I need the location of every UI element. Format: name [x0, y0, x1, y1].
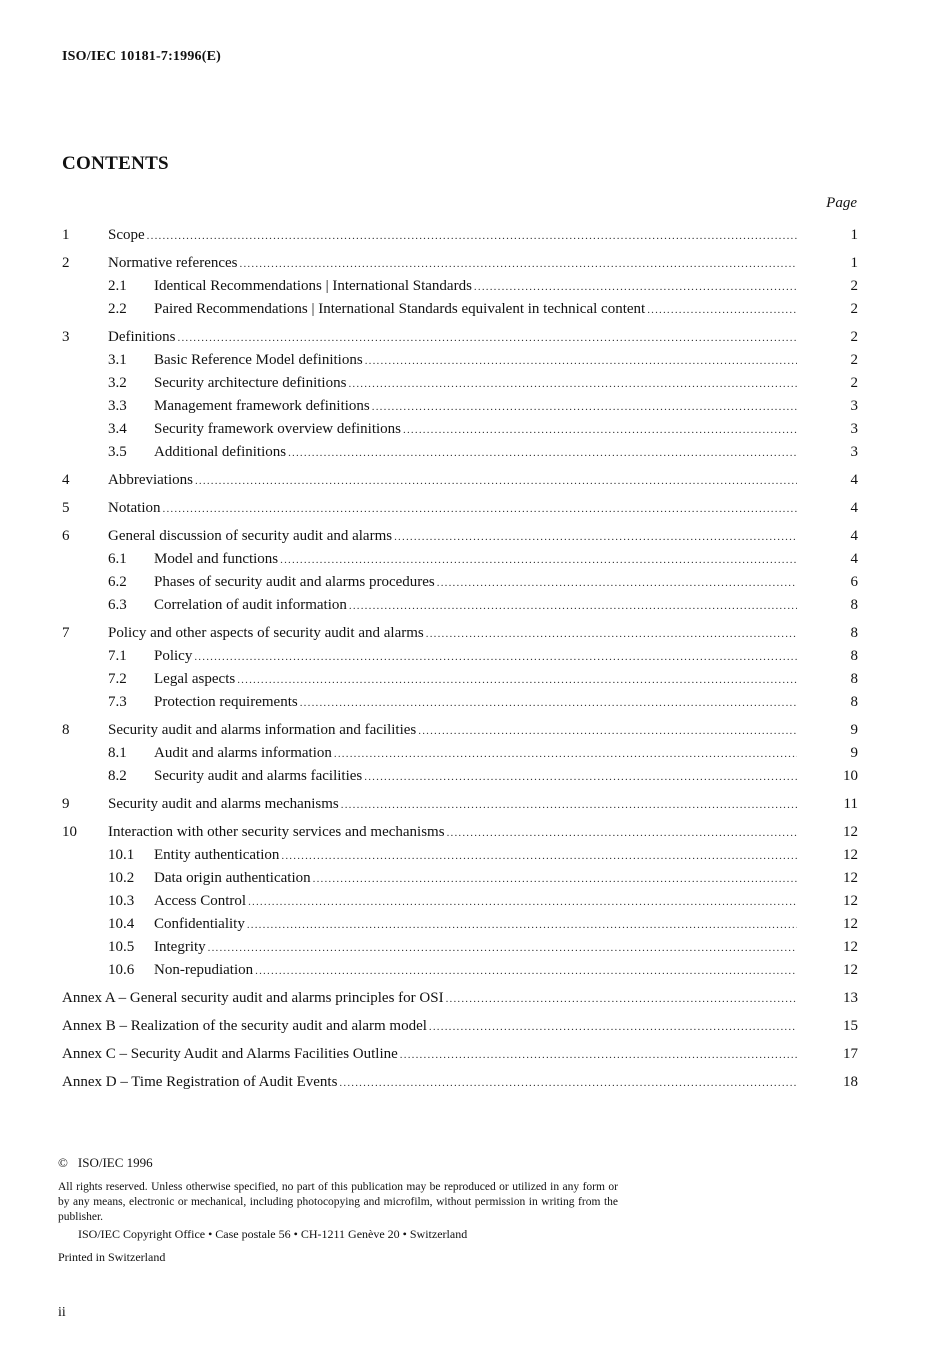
- toc-entry[interactable]: [62, 890, 858, 913]
- toc-entry-title[interactable]: Security architecture definitions: [154, 375, 347, 391]
- toc-entry-page: 9: [850, 722, 858, 738]
- toc-entry-line: [154, 765, 858, 789]
- toc-entry-title[interactable]: Security audit and alarms mechanisms: [108, 796, 339, 812]
- dot-leader: [247, 914, 797, 937]
- toc-entry-number: 9: [62, 796, 70, 812]
- page-title: CONTENTS: [62, 153, 169, 174]
- toc-entry-page: 15: [843, 1018, 858, 1034]
- dot-leader: [426, 623, 797, 646]
- toc-entry[interactable]: [62, 742, 858, 765]
- toc-entry-number: 2.2: [108, 301, 127, 317]
- toc-entry-number: 8: [62, 722, 70, 738]
- toc-entry-page: 11: [843, 796, 858, 812]
- dot-leader: [474, 276, 797, 299]
- toc-annex-entry[interactable]: [62, 987, 858, 1010]
- copyright-footer: [58, 1155, 618, 1265]
- toc-entry-title[interactable]: Non-repudiation: [154, 962, 254, 978]
- toc-entry-line: [62, 1015, 858, 1039]
- toc-entry-line: [108, 469, 858, 493]
- copyright-line: [58, 1155, 618, 1171]
- toc-entry-title[interactable]: Phases of security audit and alarms procedures: [154, 574, 435, 590]
- toc-entry[interactable]: [62, 719, 858, 742]
- toc-entry-number: 10: [62, 824, 77, 840]
- document-id-header: ISO/IEC 10181-7:1996(E): [62, 49, 221, 64]
- toc-entry-title[interactable]: Entity authentication: [154, 847, 280, 863]
- rights-statement: All rights reserved. Unless otherwise specified, no part of this publication may be reproduced or utilized in any form or by any means, electronic or mechanical, including photocopying and microfilm, without permission in writing from the publisher.: [58, 1181, 618, 1223]
- dot-leader: [447, 822, 797, 845]
- dot-leader: [394, 526, 797, 549]
- dot-leader: [240, 253, 797, 276]
- toc-entry-title[interactable]: Annex B – Realization of the security audit and alarm model: [62, 1018, 427, 1034]
- toc-entry[interactable]: [62, 691, 858, 714]
- toc-entry-page: 12: [843, 939, 858, 955]
- dot-leader: [647, 299, 797, 322]
- toc-entry-line: [108, 719, 858, 743]
- toc-entry-line: [62, 1043, 858, 1067]
- toc-entry-page: 4: [850, 500, 858, 516]
- toc-entry-number: 10.4: [108, 916, 135, 932]
- dot-leader: [255, 960, 797, 983]
- dot-leader: [208, 937, 797, 960]
- toc-entry[interactable]: [62, 372, 858, 395]
- toc-entry-page: 2: [850, 278, 858, 294]
- toc-entry-number: 7.2: [108, 671, 127, 687]
- toc-entry-title[interactable]: Policy: [154, 648, 193, 664]
- toc-entry-title[interactable]: Annex D – Time Registration of Audit Events: [62, 1074, 338, 1090]
- dot-leader: [429, 1016, 797, 1039]
- dot-leader: [313, 868, 797, 891]
- toc-entry-number: 6.2: [108, 574, 127, 590]
- toc-entry[interactable]: [62, 645, 858, 668]
- toc-entry-number: 10.5: [108, 939, 135, 955]
- toc-entry-title[interactable]: Security audit and alarms facilities: [154, 768, 363, 784]
- toc-entry-page: 12: [843, 962, 858, 978]
- toc-entry-page: 12: [843, 847, 858, 863]
- toc-entry-page: 4: [850, 551, 858, 567]
- toc-entry-title[interactable]: Confidentiality: [154, 916, 245, 932]
- toc-entry[interactable]: [62, 571, 858, 594]
- page-column-label: Page: [826, 195, 857, 211]
- toc-entry[interactable]: [62, 913, 858, 936]
- toc-entry-line: [154, 913, 858, 937]
- toc-entry-line: [108, 793, 858, 817]
- toc-entry-line: [154, 298, 858, 322]
- toc-entry-line: [154, 441, 858, 465]
- toc-entry[interactable]: [62, 224, 858, 247]
- toc-entry-title[interactable]: Security audit and alarms information and facilities: [108, 722, 417, 738]
- toc-entry-line: [108, 252, 858, 276]
- toc-entry[interactable]: [62, 793, 858, 816]
- dot-leader: [281, 845, 797, 868]
- dot-leader: [349, 595, 797, 618]
- toc-entry-line: [154, 548, 858, 572]
- toc-entry-number: 3.2: [108, 375, 127, 391]
- toc-entry[interactable]: [62, 936, 858, 959]
- toc-entry-line: [108, 497, 858, 521]
- toc-entry[interactable]: [62, 821, 858, 844]
- toc-entry[interactable]: [62, 418, 858, 441]
- toc-entry-page: 12: [843, 893, 858, 909]
- toc-entry-page: 1: [850, 227, 858, 243]
- toc-entry-title[interactable]: Scope: [108, 227, 145, 243]
- toc-entry[interactable]: [62, 668, 858, 691]
- dot-leader: [339, 1072, 797, 1095]
- toc-entry[interactable]: [62, 622, 858, 645]
- toc-entry-page: 8: [850, 597, 858, 613]
- toc-entry-page: 1: [850, 255, 858, 271]
- toc-entry[interactable]: [62, 441, 858, 464]
- toc-entry-page: 8: [850, 648, 858, 664]
- toc-entry-number: 6.1: [108, 551, 127, 567]
- toc-entry-page: 3: [850, 444, 858, 460]
- toc-entry-page: 17: [843, 1046, 858, 1062]
- toc-entry-number: 5: [62, 500, 70, 516]
- toc-entry[interactable]: [62, 867, 858, 890]
- toc-entry-number: 10.2: [108, 870, 135, 886]
- toc-annex-entry[interactable]: [62, 1043, 858, 1066]
- toc-entry-number: 1: [62, 227, 70, 243]
- toc-entry-number: 8.2: [108, 768, 127, 784]
- toc-entry[interactable]: [62, 497, 858, 520]
- toc-entry-title[interactable]: Notation: [108, 500, 161, 516]
- toc-entry-line: [108, 622, 858, 646]
- toc-entry-title[interactable]: Annex C – Security Audit and Alarms Facilities Outline: [62, 1046, 398, 1062]
- toc-entry-title[interactable]: Abbreviations: [108, 472, 193, 488]
- toc-entry-number: 3.1: [108, 352, 127, 368]
- toc-entry[interactable]: [62, 275, 858, 298]
- toc-entry-title[interactable]: Management framework definitions: [154, 398, 370, 414]
- toc-entry-title[interactable]: Access Control: [154, 893, 247, 909]
- toc-entry-page: 2: [850, 301, 858, 317]
- toc-entry[interactable]: [62, 525, 858, 548]
- toc-annex-entry[interactable]: [62, 1071, 858, 1094]
- toc-entry-line: [154, 890, 858, 914]
- dot-leader: [446, 988, 797, 1011]
- toc-entry-title[interactable]: Normative references: [108, 255, 238, 271]
- toc-entry[interactable]: [62, 765, 858, 788]
- toc-entry-number: 2: [62, 255, 70, 271]
- toc-entry[interactable]: [62, 326, 858, 349]
- toc-entry-number: 6.3: [108, 597, 127, 613]
- copyright-text: ISO/IEC 1996: [77, 1155, 153, 1170]
- toc-entry-page: 8: [850, 671, 858, 687]
- toc-entry-number: 7.3: [108, 694, 127, 710]
- toc-entry-page: 9: [850, 745, 858, 761]
- toc-entry-line: [154, 645, 858, 669]
- toc-entry-title[interactable]: Legal aspects: [154, 671, 236, 687]
- copyright-icon: ©: [58, 1155, 68, 1170]
- toc-entry-line: [154, 936, 858, 960]
- dot-leader: [348, 373, 797, 396]
- toc-entry-page: 4: [850, 472, 858, 488]
- toc-entry-line: [154, 742, 858, 766]
- toc-entry-line: [108, 821, 858, 845]
- toc-entry-page: 2: [850, 352, 858, 368]
- toc-entry-number: 3: [62, 329, 70, 345]
- toc-entry-page: 4: [850, 528, 858, 544]
- toc-entry[interactable]: [62, 252, 858, 275]
- dot-leader: [365, 350, 797, 373]
- copyright-office-address: ISO/IEC Copyright Office • Case postale 56 • CH-1211 Genève 20 • Switzerland: [78, 1227, 468, 1241]
- toc-entry-line: [154, 867, 858, 891]
- toc-entry[interactable]: [62, 349, 858, 372]
- dot-leader: [237, 669, 797, 692]
- toc-entry-page: 8: [850, 694, 858, 710]
- table-of-contents: [62, 224, 858, 1094]
- toc-entry-title[interactable]: Identical Recommendations | International Standards: [154, 278, 472, 294]
- toc-entry-title[interactable]: Basic Reference Model definitions: [154, 352, 363, 368]
- toc-entry-number: 3.4: [108, 421, 127, 437]
- toc-entry-line: [62, 1071, 858, 1095]
- toc-entry-page: 3: [850, 398, 858, 414]
- printed-in: Printed in Switzerland: [58, 1250, 166, 1264]
- toc-entry-page: 12: [843, 870, 858, 886]
- dot-leader: [372, 396, 797, 419]
- dot-leader: [280, 549, 797, 572]
- toc-entry-number: 4: [62, 472, 70, 488]
- toc-entry[interactable]: [62, 594, 858, 617]
- toc-entry-line: [62, 987, 858, 1011]
- toc-entry-line: [154, 959, 858, 983]
- dot-leader: [300, 692, 797, 715]
- toc-entry-number: 7.1: [108, 648, 127, 664]
- toc-entry-title[interactable]: Policy and other aspects of security audit and alarms: [108, 625, 424, 641]
- toc-entry-line: [154, 594, 858, 618]
- toc-entry-line: [154, 395, 858, 419]
- toc-entry-line: [154, 418, 858, 442]
- toc-entry-line: [154, 275, 858, 299]
- dot-leader: [194, 646, 797, 669]
- toc-entry-page: 13: [843, 990, 858, 1006]
- toc-entry-page: 12: [843, 824, 858, 840]
- toc-entry-line: [154, 571, 858, 595]
- toc-entry-title[interactable]: General discussion of security audit and alarms: [108, 528, 393, 544]
- dot-leader: [163, 498, 798, 521]
- toc-entry-title[interactable]: Data origin authentication: [154, 870, 311, 886]
- toc-entry-number: 3.3: [108, 398, 127, 414]
- toc-entry-number: 8.1: [108, 745, 127, 761]
- toc-entry-line: [108, 326, 858, 350]
- toc-entry-number: 3.5: [108, 444, 127, 460]
- toc-entry-page: 12: [843, 916, 858, 932]
- toc-entry-title[interactable]: Integrity: [154, 939, 206, 955]
- toc-entry-title[interactable]: Correlation of audit information: [154, 597, 347, 613]
- toc-entry-page: 8: [850, 625, 858, 641]
- toc-entry-title[interactable]: Paired Recommendations | International Standards equivalent in technical content: [154, 301, 646, 317]
- toc-entry[interactable]: [62, 298, 858, 321]
- dot-leader: [437, 572, 797, 595]
- toc-entry-title[interactable]: Model and functions: [154, 551, 279, 567]
- toc-entry-title[interactable]: Annex A – General security audit and alarms principles for OSI: [62, 990, 444, 1006]
- toc-entry-title[interactable]: Additional definitions: [154, 444, 287, 460]
- dot-leader: [364, 766, 797, 789]
- toc-entry-line: [154, 668, 858, 692]
- dot-leader: [147, 225, 797, 248]
- toc-entry-page: 10: [843, 768, 858, 784]
- dot-leader: [288, 442, 797, 465]
- dot-leader: [178, 327, 798, 350]
- toc-entry[interactable]: [62, 395, 858, 418]
- page-number: ii: [58, 1305, 66, 1320]
- toc-entry-title[interactable]: Security framework overview definitions: [154, 421, 402, 437]
- dot-leader: [400, 1044, 797, 1067]
- dot-leader: [403, 419, 797, 442]
- toc-entry[interactable]: [62, 844, 858, 867]
- toc-entry-number: 6: [62, 528, 70, 544]
- toc-entry[interactable]: [62, 959, 858, 982]
- dot-leader: [334, 743, 797, 766]
- toc-entry-page: 3: [850, 421, 858, 437]
- dot-leader: [341, 794, 797, 817]
- dot-leader: [248, 891, 797, 914]
- toc-entry-page: 6: [850, 574, 858, 590]
- toc-entry-line: [154, 844, 858, 868]
- toc-entry-line: [108, 525, 858, 549]
- dot-leader: [418, 720, 797, 743]
- toc-entry-page: 18: [843, 1074, 858, 1090]
- toc-entry-number: 10.1: [108, 847, 135, 863]
- toc-entry-title[interactable]: Protection requirements: [154, 694, 298, 710]
- toc-entry-line: [108, 224, 858, 248]
- toc-entry[interactable]: [62, 469, 858, 492]
- toc-entry-number: 10.3: [108, 893, 135, 909]
- dot-leader: [195, 470, 797, 493]
- toc-entry-number: 2.1: [108, 278, 127, 294]
- toc-entry-line: [154, 691, 858, 715]
- toc-entry-page: 2: [850, 329, 858, 345]
- toc-entry-line: [154, 349, 858, 373]
- toc-entry-title[interactable]: Audit and alarms information: [154, 745, 332, 761]
- toc-entry-number: 7: [62, 625, 70, 641]
- toc-entry-title[interactable]: Definitions: [108, 329, 176, 345]
- toc-entry-number: 10.6: [108, 962, 135, 978]
- toc-annex-entry[interactable]: [62, 1015, 858, 1038]
- toc-entry-title[interactable]: Interaction with other security services and mechanisms: [108, 824, 445, 840]
- toc-entry-page: 2: [850, 375, 858, 391]
- toc-entry-line: [154, 372, 858, 396]
- toc-entry[interactable]: [62, 548, 858, 571]
